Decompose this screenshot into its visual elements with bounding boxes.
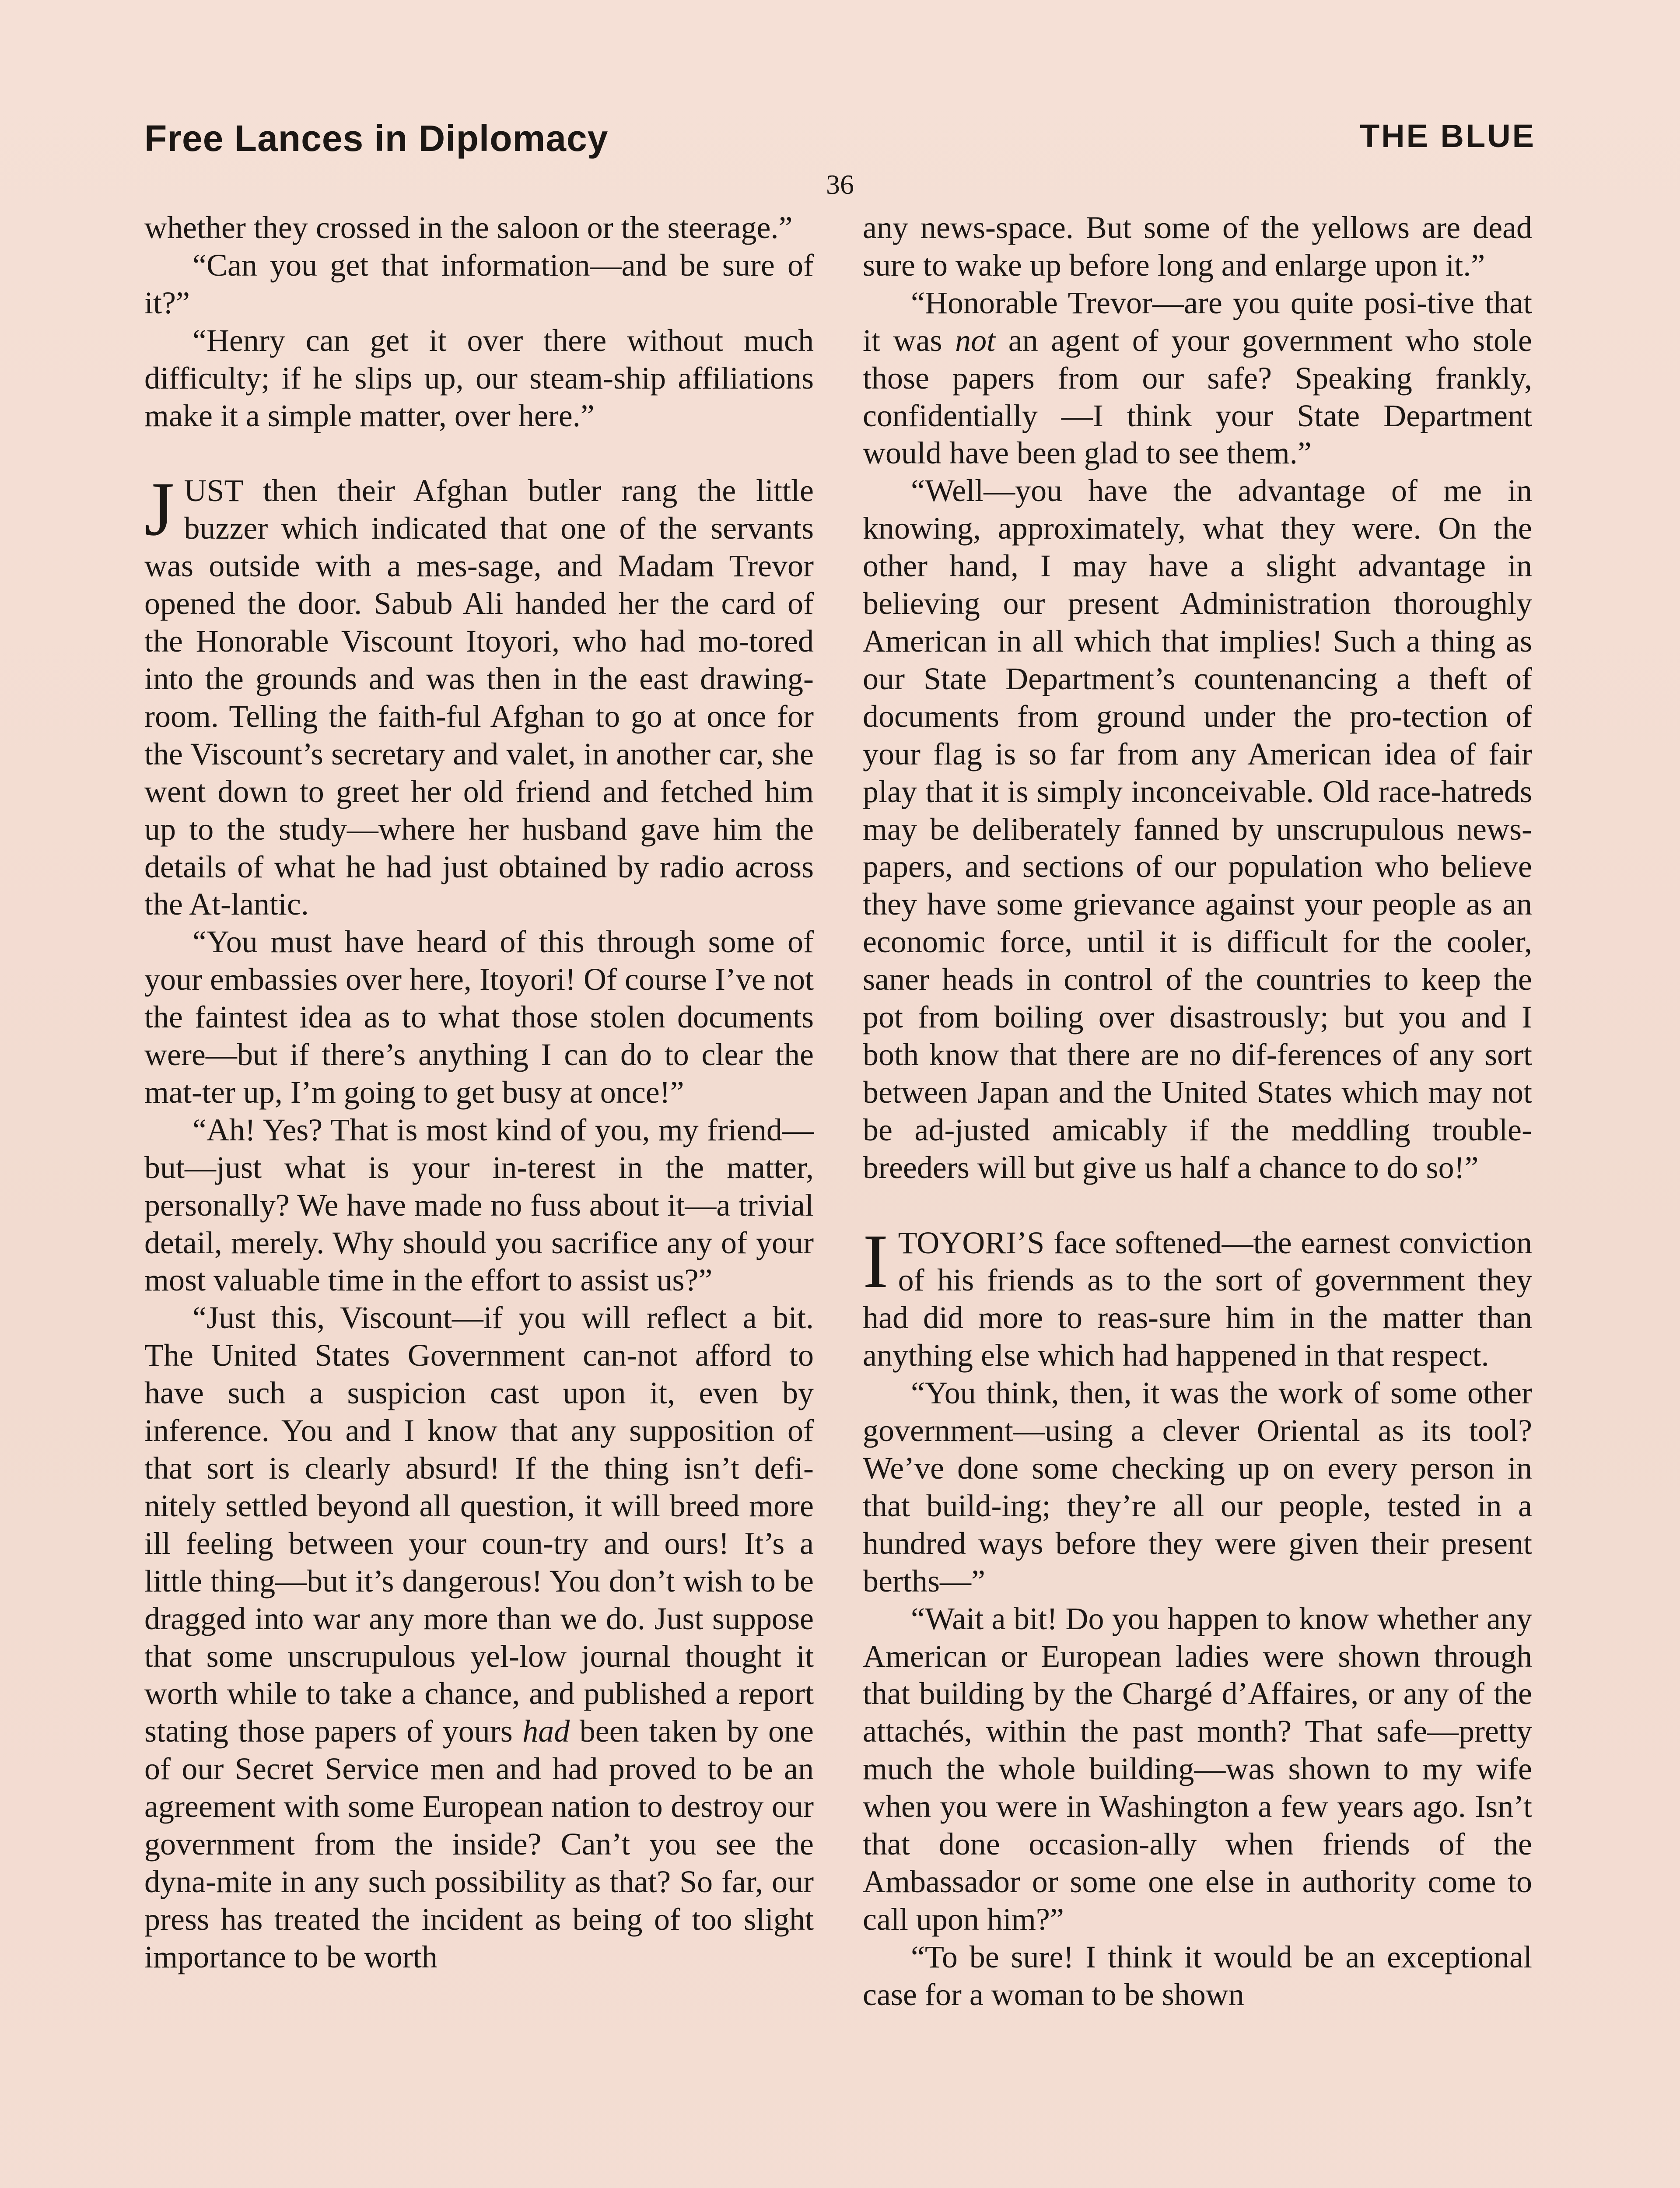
paragraph-continuation: any news-space. But some of the yellows are dead sure to wake up before long and enlarge upon it.” (863, 210, 1532, 283)
drop-cap: J (144, 466, 175, 552)
paragraph: “Ah! Yes? That is most kind of you, my friend—but—just what is your in-terest in the matter, personally? We have made no fuss about it—a trivial detail, merely. Why should you sacrifice any of your most valuable time in the effort to assist us?” (144, 1112, 814, 1298)
emphasized-word: had (522, 1714, 570, 1749)
paragraph: “Well—you have the advantage of me in knowing, approximately, what they were. On the other hand, I may have a slight advantage in believing our present Administration thoroughly American in all which that implies! Such a thing as our State Department’s countenancing a theft of documents from ground under the pro-tection of your flag is so far from any American idea of fair play that it is simply inconceivable. Old race-hatreds may be deliberately fanned by unscrupulous news-papers, and sections of our population who believe they have some grievance against your people as an economic force, until it is difficult for the cooler, saner heads in control of the countries to keep the pot from boiling over disastrously; but you and I both know that there are no dif-ferences of any sort between Japan and the United States which may not be ad-justed amicably if the meddling trouble-breeders will but give us half a chance to do so!” (863, 473, 1532, 1185)
emphasized-word: not (955, 323, 996, 358)
paragraph-text: “Just this, Viscount—if you will reflect a bit. The United States Government can-not afford to have such a suspicion cast upon it, even by inference. You and I know that any supposition of that sort is clearly absurd! If the thing isn’t defi-nitely settled beyond all question, it will breed more ill feeling between your coun-try and ours! It’s a little thing—but it’s dangerous! You don’t wish to be dragged into war any more than we do. Just suppose that some unscrupulous yel-low journal thought it worth while to take a chance, and published a report stating those papers of yours (144, 1300, 814, 1749)
magazine-title: THE BLUE (1360, 118, 1536, 154)
paragraph-text: “Honorable Trevor—are you quite posi-tive that it was (863, 285, 1532, 358)
paragraph: “Can you get that information—and be sure of it?” (144, 247, 814, 320)
drop-cap: I (863, 1218, 889, 1304)
paragraph: “You think, then, it was the work of some other government—using a clever Oriental as its tool? We’ve done some checking up on every person in that build-ing; they’re all our people, tested in a hundred ways before they were given their present berths—” (863, 1375, 1532, 1599)
paragraph (863, 284, 1532, 473)
running-title: Free Lances in Diplomacy (144, 118, 609, 159)
paragraph-text: an agent of your government who stole those papers from our safe? Speaking frankly, confidentially —I think your State Department would have been glad to see them.” (863, 323, 1532, 471)
paragraph-text: TOYORI’S face softened—the earnest conviction of his friends as to the sort of government they had did more to reas-sure him in the matter than anything else which had happened in that respect. (863, 1225, 1532, 1373)
page-number: 36 (826, 169, 854, 200)
paragraph-continuation: whether they crossed in the saloon or the steerage.” (144, 210, 793, 245)
section-opening-paragraph (863, 1218, 1532, 1375)
left-text-column (144, 209, 814, 1976)
right-text-column (863, 209, 1532, 2014)
paragraph-text: been taken by one of our Secret Service men and had proved to be an agreement with some European nation to destroy our government from the inside? Can’t you see the dyna-mite in any such possibility as that? So far, our press has treated the incident as being of too slight importance to be worth (144, 1714, 814, 1974)
paragraph-text: UST then their Afghan butler rang the little buzzer which indicated that one of the servants was outside with a mes-sage, and Madam Trevor opened the door. Sabub Ali handed her the card of the Honorable Viscount Itoyori, who had mo-tored into the grounds and was then in the east drawing-room. Telling the faith-ful Afghan to go at once for the Viscount’s secretary and valet, in another car, she went down to greet her old friend and fetched him up to the study—where her husband gave him the details of what he had just obtained by radio across the At-lantic. (144, 473, 814, 922)
page-header (144, 117, 1536, 165)
section-opening-paragraph (144, 466, 814, 923)
paragraph: “To be sure! I think it would be an exceptional case for a woman to be shown (863, 1939, 1532, 2012)
paragraph (144, 1299, 814, 1976)
paragraph: “Henry can get it over there without much difficulty; if he slips up, our steam-ship affiliations make it a simple matter, over here.” (144, 323, 814, 433)
paragraph: “Wait a bit! Do you happen to know whether any American or European ladies were shown through that building by the Chargé d’Affaires, or any of the attachés, within the past month? That safe—pretty much the whole building—was shown to my wife when you were in Washington a few years ago. Isn’t that done occasion-ally when friends of the Ambassador or some one else in authority come to call upon him?” (863, 1601, 1532, 1937)
paragraph: “You must have heard of this through some of your embassies over here, Itoyori! Of course I’ve not the faintest idea as to what those stolen documents were—but if there’s anything I can do to clear the mat-ter up, I’m going to get busy at once!” (144, 924, 814, 1110)
